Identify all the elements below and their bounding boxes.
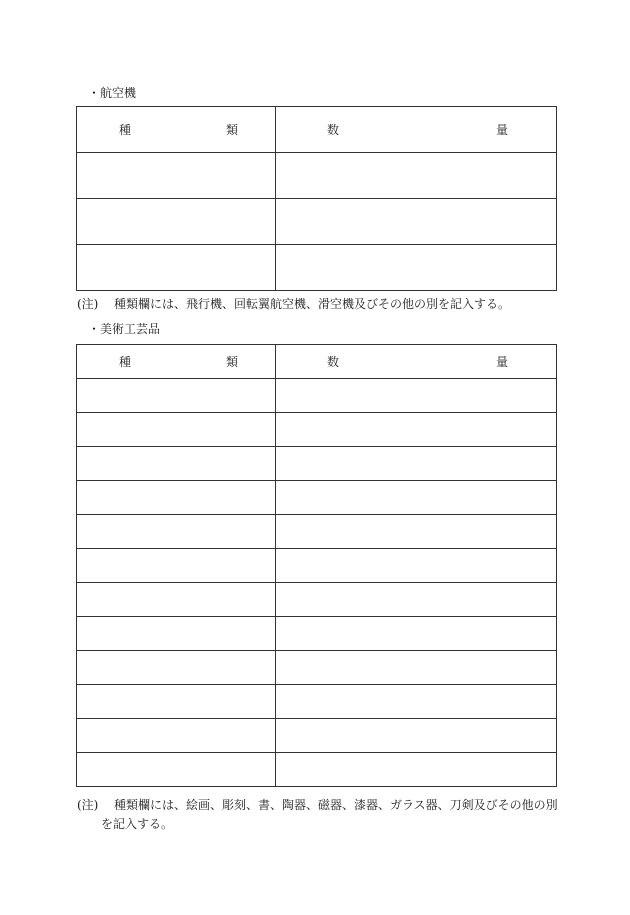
table-row [77, 515, 557, 549]
quantity-cell[interactable] [276, 651, 557, 685]
artcraft-section-title: ・美術工芸品 [88, 322, 161, 336]
quantity-header-char-1: 数 [327, 354, 340, 369]
quantity-header-char-2: 量 [496, 354, 509, 369]
type-header-char-2: 類 [226, 354, 239, 369]
type-cell[interactable] [77, 753, 276, 787]
type-cell[interactable] [77, 199, 276, 245]
table-row [77, 685, 557, 719]
quantity-cell[interactable] [276, 413, 557, 447]
aircraft-header-row [77, 107, 557, 153]
table-row [77, 245, 557, 291]
type-cell[interactable] [77, 549, 276, 583]
table-row [77, 379, 557, 413]
quantity-cell[interactable] [276, 153, 557, 199]
quantity-cell[interactable] [276, 549, 557, 583]
type-cell[interactable] [77, 379, 276, 413]
type-column-header [77, 107, 276, 153]
quantity-header-char-2: 量 [496, 122, 509, 137]
artcraft-table [76, 344, 557, 787]
quantity-cell[interactable] [276, 245, 557, 291]
note-text-line-2: を記入する。 [101, 817, 174, 831]
table-row [77, 153, 557, 199]
quantity-column-header [276, 345, 557, 379]
quantity-cell[interactable] [276, 199, 557, 245]
type-cell[interactable] [77, 447, 276, 481]
note-tag: (注) [77, 297, 99, 311]
table-row [77, 549, 557, 583]
quantity-cell[interactable] [276, 515, 557, 549]
type-cell[interactable] [77, 515, 276, 549]
note-text: 種類欄には、飛行機、回転翼航空機、滑空機及びその他の別を記入する。 [114, 297, 511, 311]
quantity-cell[interactable] [276, 617, 557, 651]
type-cell[interactable] [77, 413, 276, 447]
table-row [77, 651, 557, 685]
artcraft-note [77, 796, 558, 834]
table-row [77, 481, 557, 515]
quantity-cell[interactable] [276, 583, 557, 617]
type-cell[interactable] [77, 481, 276, 515]
type-header-char-1: 種 [119, 354, 132, 369]
aircraft-table [76, 106, 557, 291]
type-header-char-1: 種 [119, 122, 132, 137]
type-cell[interactable] [77, 583, 276, 617]
type-cell[interactable] [77, 651, 276, 685]
table-row [77, 617, 557, 651]
quantity-cell[interactable] [276, 447, 557, 481]
type-header-char-2: 類 [226, 122, 239, 137]
type-cell[interactable] [77, 617, 276, 651]
quantity-cell[interactable] [276, 719, 557, 753]
table-row [77, 753, 557, 787]
note-tag: (注) [77, 798, 99, 812]
quantity-column-header [276, 107, 557, 153]
table-row [77, 447, 557, 481]
artcraft-header-row [77, 345, 557, 379]
aircraft-section-title: ・航空機 [88, 86, 137, 100]
table-row [77, 199, 557, 245]
aircraft-note [77, 295, 510, 314]
quantity-header-char-1: 数 [327, 122, 340, 137]
type-cell[interactable] [77, 153, 276, 199]
type-column-header [77, 345, 276, 379]
type-cell[interactable] [77, 719, 276, 753]
quantity-cell[interactable] [276, 685, 557, 719]
quantity-cell[interactable] [276, 753, 557, 787]
table-row [77, 413, 557, 447]
table-row [77, 719, 557, 753]
type-cell[interactable] [77, 685, 276, 719]
type-cell[interactable] [77, 245, 276, 291]
quantity-cell[interactable] [276, 379, 557, 413]
quantity-cell[interactable] [276, 481, 557, 515]
note-text-line-1: 種類欄には、絵画、彫刻、書、陶器、磁器、漆器、ガラス器、刀剣及びその他の別 [114, 798, 558, 812]
table-row [77, 583, 557, 617]
